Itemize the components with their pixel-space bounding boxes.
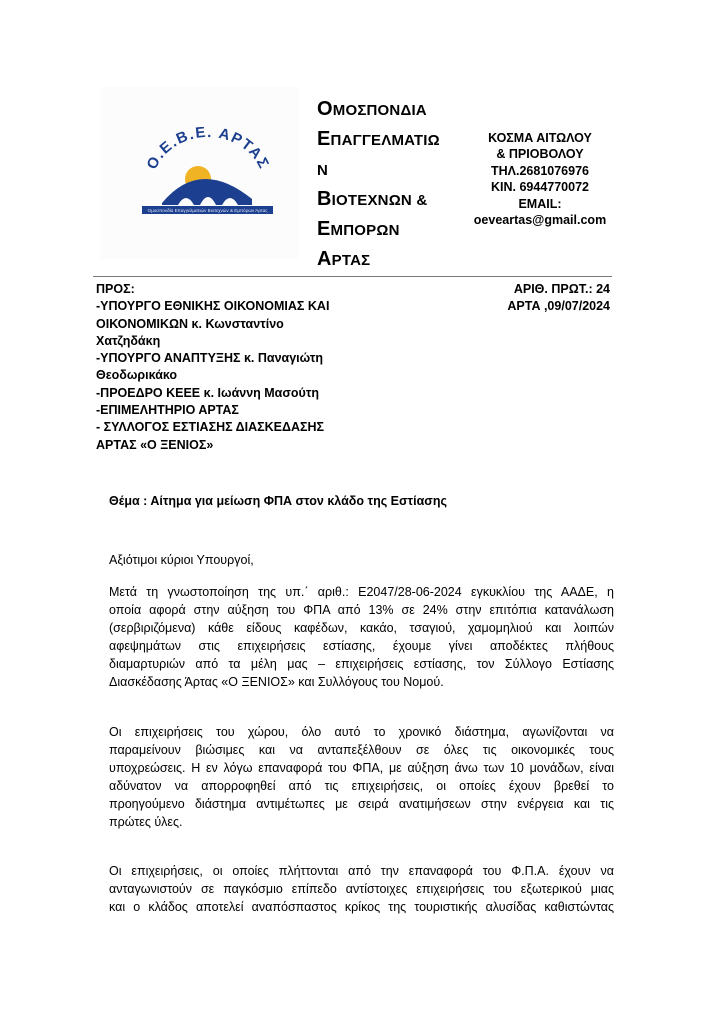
organization-name [317, 95, 467, 275]
svg-text:Ο.Ε.Β.Ε. ΑΡΤΑΣ [143, 127, 272, 172]
paragraph-line: πρώτες ύλες. [109, 815, 183, 829]
paragraph-line: Μετά τη γνωστοποίηση της υπ.΄ αριθ.: Ε2047/28-06-2024 εγκυκλίου της ΑΑΔΕ, η [109, 585, 614, 599]
org-name-line: ΒΙΟΤΕΧΝΩΝ & [317, 188, 428, 210]
recipients-heading: ΠΡΟΣ: [96, 282, 135, 296]
body-paragraph [109, 862, 614, 916]
phone-number: ΤΗΛ.2681076976 [491, 163, 589, 178]
body-paragraph [109, 723, 614, 831]
paragraph-line: παραμείνουν βιώσιμες και να ανταπεξέλθουν σε όλες τις οικονομικές τους [109, 743, 614, 757]
address-line: ΚΟΣΜΑ ΑΙΤΩΛΟΥ [488, 131, 592, 145]
oebe-artas-logo [140, 127, 275, 217]
org-name-line: ΑΡΤΑΣ [317, 248, 371, 270]
recipient-line: -ΥΠΟΥΡΓΟ ΕΘΝΙΚΗΣ ΟΙΚΟΝΟΜΙΑΣ ΚΑΙ [96, 299, 330, 314]
recipient-line: ΟΙΚΟΝΟΜΙΚΩΝ κ. Κωνσταντίνο [96, 316, 284, 331]
org-name-line: ΟΜΟΣΠΟΝΔΙΑ [317, 98, 427, 120]
paragraph-line: προηγούμενο διάστημα αντιμέτωπες με σειρά ανατιμήσεων στην ενέργεια και τις [109, 797, 614, 811]
paragraph-line: υποχρεώσεις. Η εν λόγω επαναφορά του ΦΠΑ, με αύξηση άνω των 10 μονάδων, είναι [109, 761, 614, 775]
letter-subject: Θέμα : Αίτημα για μείωση ΦΠΑ στον κλάδο της Εστίασης [109, 494, 447, 508]
place-date: ΑΡΤΑ ,09/07/2024 [507, 299, 610, 314]
org-name-line: ΕΜΠΟΡΩΝ [317, 218, 400, 240]
contact-info [465, 130, 615, 228]
recipient-line: -ΕΠΙΜΕΛΗΤΗΡΙΟ ΑΡΤΑΣ [96, 403, 239, 418]
paragraph-line: αφεψημάτων στις επιχειρήσεις εστίασης, έχουμε γίνει αποδέκτες πλήθους [109, 639, 614, 653]
logo-acronym: Ο.Ε.Β.Ε. ΑΡΤΑΣ [143, 127, 273, 173]
recipients-block [96, 281, 456, 454]
paragraph-line: και ο κλάδος αποτελεί αναπόσπαστος κρίκος της τουριστικής αλυσίδας καθιστώντας [109, 900, 614, 914]
recipient-line: ΑΡΤΑΣ «Ο ΞΕΝΙΟΣ» [96, 437, 214, 452]
recipient-line: - ΣΥΛΛΟΓΟΣ ΕΣΤΙΑΣΗΣ ΔΙΑΣΚΕΔΑΣΗΣ [96, 420, 325, 435]
paragraph-line: Οι επιχειρήσεις, οι οποίες πλήττονται από την επαναφορά του Φ.Π.Α. έχουν να [109, 864, 614, 878]
paragraph-line: διαμαρτυριών από τα μέλη μας – επιχειρήσεις εστίασης, τον Σύλλογο Εστίασης [109, 657, 614, 671]
email-label: EMAIL: [518, 196, 562, 211]
protocol-number: ΑΡΙΘ. ΠΡΩΤ.: 24 [513, 282, 610, 296]
recipient-line: Θεοδωρικάκο [96, 368, 178, 383]
paragraph-line: (σερβιριζόμενα) κάθε είδους καφέδων, κακάο, τσαγιού, χαμομηλιού και λοιπών [109, 621, 614, 635]
letter-greeting: Αξιότιμοι κύριοι Υπουργοί, [109, 553, 254, 567]
body-paragraph [109, 583, 614, 691]
logo-band-text: Ομοσπονδία Επαγγελματιών Βιοτεχνών & Εμπόρων Άρτας [147, 208, 268, 214]
paragraph-line: Διασκέδασης Άρτας «Ο ΞΕΝΙΟΣ» και Συλλόγους του Νομού. [109, 675, 444, 689]
paragraph-line: Οι επιχειρήσεις του χώρου, όλο αυτό το χρονικό διάστημα, αγωνίζονται να [109, 725, 614, 739]
email-address: oeveartas@gmail.com [473, 213, 607, 228]
recipient-line: Χατζηδάκη [96, 333, 161, 348]
mobile-number: ΚΙΝ. 6944770072 [491, 180, 589, 195]
org-name-line: Ν [317, 162, 329, 179]
paragraph-line: αδύνατον να απορροφηθεί από τις επιχειρήσεις, οι οποίες έχουν βρεθεί το [109, 779, 614, 793]
paragraph-line: ανταγωνιστούν σε παγκόσμιο επίπεδο αντίστοιχες επιχειρήσεις του εξωτερικού μιας [109, 882, 614, 896]
recipient-line: -ΥΠΟΥΡΓΟ ΑΝΑΠΤΥΞΗΣ κ. Παναγιώτη [96, 351, 324, 366]
logo-area [100, 87, 298, 259]
paragraph-line: οποία αφορά στην αύξηση του ΦΠΑ από 13% σε 24% στην επιτόπια κατανάλωση [109, 603, 614, 617]
recipient-line: -ΠΡΟΕΔΡΟ ΚΕΕΕ κ. Ιωάννη Μασούτη [96, 385, 320, 400]
header-divider [93, 276, 612, 277]
address-line: & ΠΡΙΟΒΟΛΟΥ [496, 147, 584, 162]
org-name-line: ΕΠΑΓΓΕΛΜΑΤΙΩ [317, 128, 440, 150]
reference-block [460, 281, 610, 316]
